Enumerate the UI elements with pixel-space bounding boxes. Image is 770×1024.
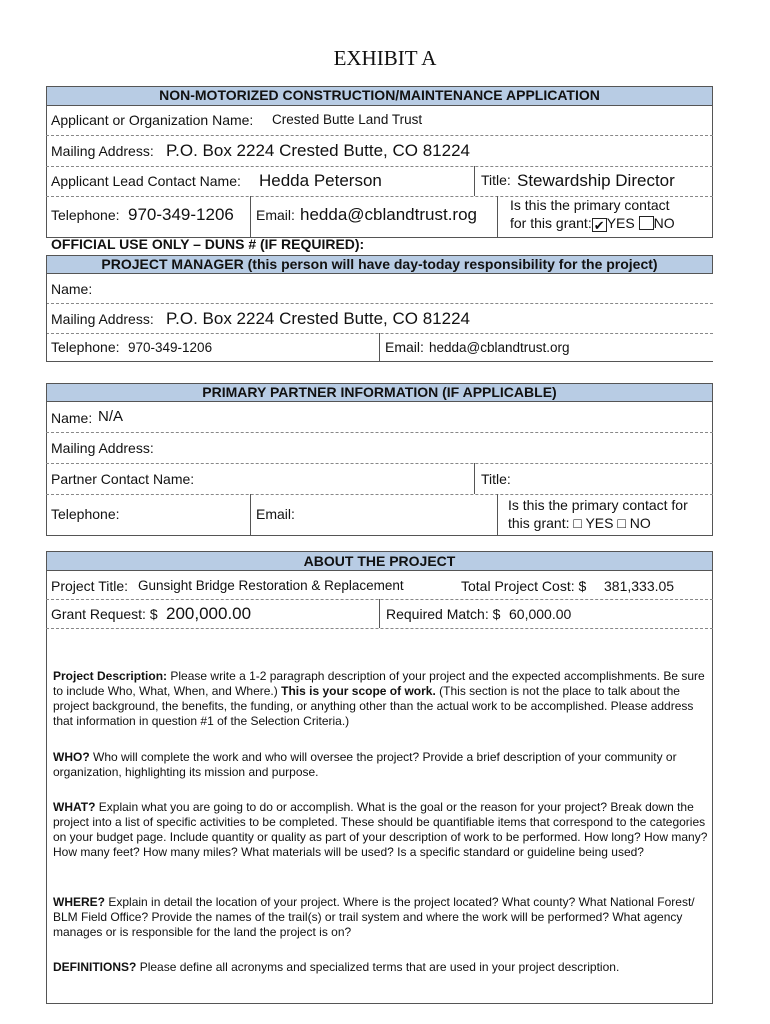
definitions-text: Please define all acronyms and specialized terms that are used in your project description. [139,960,620,974]
about-heading: ABOUT THE PROJECT [46,551,713,571]
desc-text-2: (This section is not the place to talk about the project background, the benefits, the funding, or anything other than the actual work to be accomplished. Please address that information in question #1 of the Selection Criteria.) [53,684,694,728]
no-label: NO [653,215,675,231]
definitions-heading: DEFINITIONS? [53,960,137,974]
partner-primary-question: Is this the primary contact for [508,497,688,513]
official-use-label: OFFICIAL USE ONLY – DUNS # (IF REQUIRED): [51,236,365,252]
lead-contact-field[interactable]: Hedda Peterson [259,171,382,190]
email-label: Email: [256,207,295,223]
desc-heading: Project Description: [53,669,168,683]
org-name-field[interactable]: Crested Butte Land Trust [272,112,423,127]
pm-mailing-label: Mailing Address: [51,311,154,327]
primary-contact-question: Is this the primary contact [510,197,670,213]
primary-contact-grant-label: for this grant: [510,215,592,231]
primary-contact-choice [510,215,675,232]
who-heading: WHO? [53,750,90,764]
project-manager-heading: PROJECT MANAGER (this person will have day-today responsibility for the project) [46,255,713,274]
who-text: Who will complete the work and who will oversee the project? Provide a brief description of your community or organization, highlighting its mission and purpose. [53,750,677,779]
partner-telephone-label: Telephone: [51,506,120,522]
where-instructions [53,895,708,940]
page-title: EXHIBIT A [333,46,437,70]
total-cost-field[interactable]: 381,333.05 [604,578,675,594]
telephone-label: Telephone: [51,207,120,223]
yes-label: YES [606,215,635,231]
what-instructions [53,800,708,860]
project-description-instructions [53,669,708,729]
no-checkbox[interactable] [639,216,654,230]
pm-name-label: Name: [51,281,93,297]
partner-title-label: Title: [481,471,511,487]
partner-heading: PRIMARY PARTNER INFORMATION (IF APPLICABLE) [46,383,713,402]
title-label: Title: [481,172,511,188]
project-title-field[interactable]: Gunsight Bridge Restoration & Replacement [138,578,404,593]
required-match-label: Required Match: $ [386,606,501,622]
where-text: Explain in detail the location of your project. Where is the project located? What county? What National Forest/ BLM Field Office? Provide the names of the trail(s) or trail system and where the work will be performed? What agency manages or is responsible for the land the project is on? [53,895,695,939]
who-instructions [53,750,708,780]
required-match-field[interactable]: 60,000.00 [509,606,572,622]
project-title-label: Project Title: [51,578,129,594]
total-cost-label: Total Project Cost: $ [461,578,587,594]
where-heading: WHERE? [53,895,105,909]
pm-mailing-field[interactable]: P.O. Box 2224 Crested Butte, CO 81224 [166,309,470,328]
lead-contact-label: Applicant Lead Contact Name: [51,173,241,189]
application-heading: NON-MOTORIZED CONSTRUCTION/MAINTENANCE APPLICATION [46,86,713,106]
partner-name-label: Name: [51,410,93,426]
desc-scope: This is your scope of work. [281,684,436,698]
mailing-address-label: Mailing Address: [51,143,154,159]
partner-contact-label: Partner Contact Name: [51,471,195,487]
yes-checkbox[interactable]: ✔ [592,218,607,232]
email-field[interactable]: hedda@cblandtrust.rog [300,205,477,224]
pm-email-field[interactable]: hedda@cblandtrust.org [429,340,570,355]
partner-email-label: Email: [256,506,295,522]
title-field[interactable]: Stewardship Director [517,171,675,190]
what-heading: WHAT? [53,800,96,814]
org-name-label: Applicant or Organization Name: [51,112,254,128]
pm-telephone-field[interactable]: 970-349-1206 [128,340,213,355]
mailing-address-field[interactable]: P.O. Box 2224 Crested Butte, CO 81224 [166,141,470,160]
definitions-instructions [53,960,708,975]
partner-mailing-label: Mailing Address: [51,440,154,456]
desc-text-1: Please write a 1-2 paragraph description of your project and the expected accomplishments. Be sure to include Who, What, When, and Where.) [53,669,705,698]
partner-primary-choice[interactable]: this grant: □ YES □ NO [508,515,651,531]
grant-request-label: Grant Request: $ [51,606,158,622]
what-text: Explain what you are going to do or accomplish. What is the goal or the reason for your project? Break down the project into a list of specific activities to be completed. These should be quantifiable items that correspond to the categories on your budget page. Include quantity or quality as part of your description of work to be performed. How long? How many? How many feet? How many miles? What materials will be used? Is a specific standard or guideline being used? [53,800,708,859]
telephone-field[interactable]: 970-349-1206 [128,205,234,224]
partner-name-field[interactable]: N/A [98,408,124,425]
pm-telephone-label: Telephone: [51,339,120,355]
pm-email-label: Email: [385,339,424,355]
grant-request-field[interactable]: 200,000.00 [166,604,252,623]
